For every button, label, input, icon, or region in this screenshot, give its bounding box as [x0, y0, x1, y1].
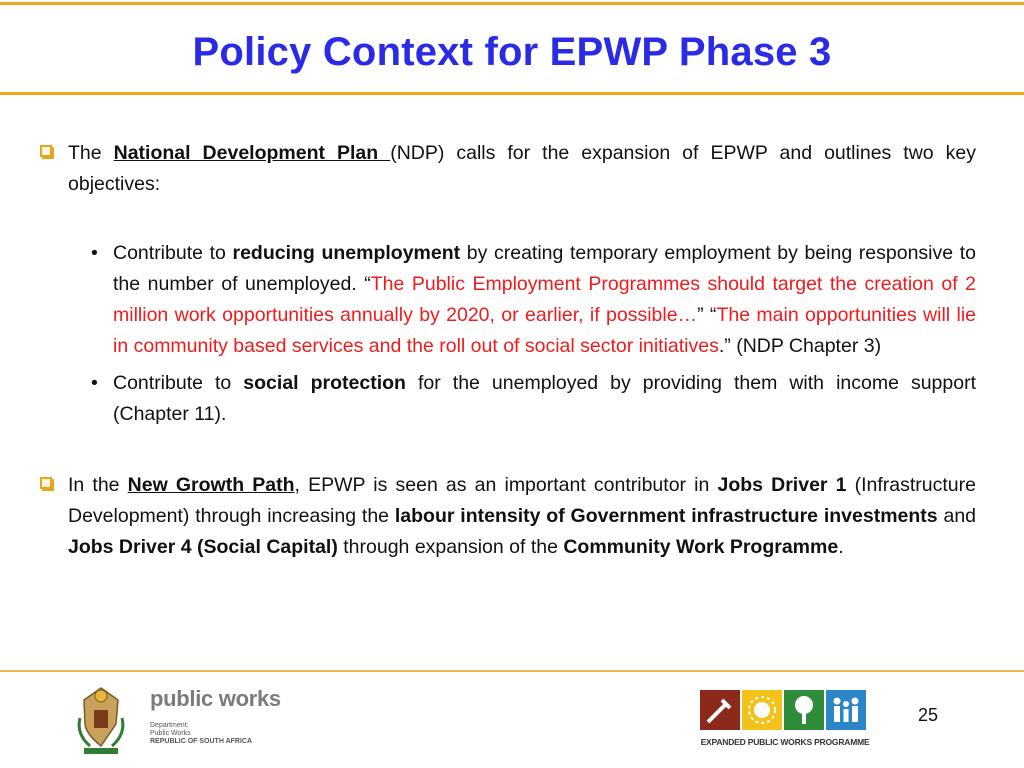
bullet-ndp: The National Development Plan (NDP) calls for the expansion of EPWP and outlines two key objectives:	[40, 138, 976, 200]
public-works-wordmark: public works	[150, 686, 281, 711]
epwp-logo	[700, 690, 870, 752]
public-works-logo	[72, 684, 292, 758]
bullet-new-growth-path: In the New Growth Path, EPWP is seen as an important contributor in Jobs Driver 1 (Infrastructure Development) through increasing the labour intensity of Government infrastructure investments and Jobs Driver 4 (Social Capital) through expansion of the Community Work Programme.	[40, 470, 976, 563]
epwp-caption: EXPANDED PUBLIC WORKS PROGRAMME	[700, 737, 870, 747]
ndp-objectives-list	[85, 238, 976, 430]
ndp-link[interactable]: National Development Plan	[113, 142, 391, 164]
slide-title: Policy Context for EPWP Phase 3	[192, 30, 832, 74]
footer-rule	[0, 670, 1024, 672]
people-tile-icon	[826, 690, 866, 730]
dot-bullet-icon: •	[91, 372, 98, 394]
ndp-quote-2: The main opportunities will lie in community based services and the roll out of social sector initiatives	[113, 304, 977, 357]
new-growth-path-link[interactable]: New Growth Path	[127, 474, 295, 496]
coat-of-arms-icon	[72, 684, 130, 758]
title-underline-rule	[0, 92, 1024, 95]
ndp-quote-1: The Public Employment Programmes should target the creation of 2 million work opportunities annually by 2020, or earlier, if possible…	[113, 273, 976, 326]
checkbox-bullet-icon	[40, 145, 52, 157]
checkbox-bullet-icon	[40, 477, 52, 489]
tools-tile-icon	[700, 690, 740, 730]
page-number: 25	[917, 705, 938, 725]
department-text: Department: Public Works REPUBLIC OF SOUTH AFRICA	[150, 722, 253, 745]
objective-unemployment: • Contribute to reducing unemployment by creating temporary employment by being responsive to the number of unemployed. “The Public Employment Programmes should target the creation of 2 million work opportunities annually by 2020, or earlier, if possible…” “The main opportunities will lie in community based services and the roll out of social sector initiatives.” (NDP Chapter 3)	[85, 238, 976, 362]
slide-content	[40, 138, 976, 563]
tree-tile-icon	[784, 690, 824, 730]
sun-tile-icon	[742, 690, 782, 730]
dot-bullet-icon: •	[91, 242, 98, 264]
objective-social-protection: • Contribute to social protection for the unemployed by providing them with income support (Chapter 11).	[85, 368, 976, 430]
top-rule	[0, 2, 1024, 5]
